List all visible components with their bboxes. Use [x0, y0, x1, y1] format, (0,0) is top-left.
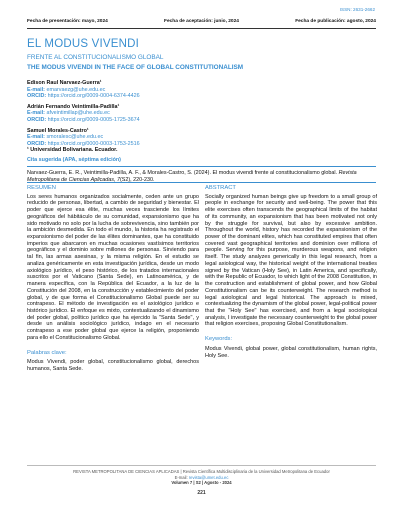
author-2	[27, 104, 203, 124]
citation-label: Cita sugerida (APA, séptima edición)	[27, 157, 121, 163]
author-1	[27, 80, 203, 100]
author-orcid-link[interactable]: https://orcid.org/0000-0003-1753-2516	[47, 140, 140, 147]
abstract-column	[205, 185, 377, 359]
author-name: Edison Raul Narvaez-Guerra¹	[27, 80, 102, 86]
keywords-es-heading: Palabras clave:	[27, 349, 67, 356]
keywords-en: Modus Vivendi, global power, global constitutionalism, human rights, Holy See.	[205, 345, 377, 359]
issn-label: ISSN: 2631-2662	[339, 7, 375, 12]
author-orcid-link[interactable]: https://orcid.org/0009-0004-6374-4426	[47, 93, 140, 100]
abstract-heading: ABSTRACT	[205, 185, 236, 191]
citation-journal: Revista Metropolitana de Ciencias Aplicadas, 7	[27, 170, 357, 183]
keywords-es: Modus Vivendi, poder global, constitucionalismo global, derechos humanos, Santa Sede.	[27, 359, 199, 372]
footer-divider	[27, 465, 376, 466]
author-name: Samuel Morales-Castro¹	[27, 127, 89, 134]
email-label: E-mail:	[27, 86, 45, 93]
orcid-label: ORCID:	[27, 116, 47, 123]
footer-journal: REVISTA METROPOLITANA DE CIENCIAS APLICADAS | Revista Científica Multidisciplinaria de la Universidad Metropolitana de Ecuador	[73, 469, 330, 474]
citation-divider-top	[27, 166, 376, 167]
footer-email-link[interactable]: revista@umet.edu.ec	[188, 474, 229, 480]
footer-email-label: E-mail:	[174, 474, 188, 480]
citation-authors: Narvaez-Guerra, E. R., Veintimilla-Padilla, A. F., & Morales-Castro, S. (2024). El modus vivendi frente al constitucionalismo global.	[27, 170, 338, 176]
article-title-en: THE MODUS VIVENDI IN THE FACE OF GLOBAL CONSTITUTIONALISM	[27, 64, 244, 71]
abstract-body: Socially organized human beings give up freedom to a small group of people in exchange for security and well-being. The power that this elite exercises often transcends the geographical limits of the habitat of its community, an expansionism that has been motivated not only by the struggle for survival, but also by excessive ambition. Throughout the world, history has recorded the expansionism of the power of the dominant elites, which has constituted empires that often covered vast geographical territories and dominion over millions of people. Serving for this purpose, murderous weapons, and religion itself. The study analyzes generically in this legal research, from a legal axiological way, the historical weight of the international treaties signed by the Vatican (Holy See), in Latin America, and specifically, with the Republic of Ecuador, to which light of the 2008 Constitution, in the construction and establishment of global power, and how Global Constitutionalism can be its counterweight. The research method is legal axiological and legal historical. The approach is mixed, contextualizing the dynamism of the global power, legal-political power that the "Holy See" has exercised, and from a legal sociological analysis, I investigate the necessary counterweight to the global power that religion exercises, proposing Global Constitutionalism.	[205, 193, 377, 328]
author-email-link[interactable]: emarvaezg@uhe.edu.ec	[46, 86, 106, 93]
resumen-body: Los seres humanos organizados socialmente, ceden ante un grupo reducido de personas, libertad, a cambio de seguridad y bienestar. El poder que ejerce esa élite, muchas veces trasciende los límites geográficos del hábitáculo de su comunidad, expansionismo que ha sido motivado no solo por la lucha de sobrevivencia, sino también por la ambición desmedida. En todo el mundo, la historia ha registrado el expansionismo del poder de las élites dominantes, que ha constituido imperios que abarcaron en muchas ocasiones vastísimos territorios geográficos y el dominio sobre millones de personas. Sirviendo para tal fin, las armas asesinas, y la misma religión. En el estudio se analiza genéricamente en esta investigación jurídica, desde un modo axiológico jurídico, el peso histórico, de los tratados internacionales suscritos por el Vaticano (Santa Sede), en Latinoamérica, y de manera específica, con la República del Ecuador, a la luz de la Constitución del 2008, en la construcción y establecimiento del poder global, y de que forma el Constitucionalismo Global puede ser su contrapeso. El método de investigación es el axiológico jurídico e histórico jurídico. El enfoque es mixto, contextualizando el dinamismo del poder global, político jurídico que ha ejercido la "Santa Sede", y desde un análisis sociológico jurídico, indago en el necesario contrapeso a ese poder global que ejerce la religión, proponiendo para ello el Constitucionalismo Global.	[27, 193, 199, 341]
email-label: E-mail:	[27, 110, 45, 117]
date-row	[27, 19, 376, 24]
author-name: Adrián Fernando Veintimilla-Padilla¹	[27, 103, 120, 110]
article-subtitle-es: FRENTE AL CONSTITUCIONALISMO GLOBAL	[27, 54, 164, 61]
keywords-en-heading: Keywords:	[205, 336, 233, 343]
orcid-label: ORCID:	[27, 140, 47, 147]
citation-pages: (S2), 220-230.	[120, 176, 155, 183]
author-orcid-link[interactable]: https://orcid.org/0009-0005-1725-3674	[47, 116, 140, 123]
footer	[27, 469, 376, 486]
author-block	[27, 80, 203, 154]
page-number: 221	[197, 490, 206, 496]
resumen-column	[27, 185, 199, 373]
affiliation: ¹ Universidad Bolivariana. Ecuador.	[27, 147, 118, 154]
author-email-link[interactable]: smoralesc@uhe.edu.ec	[46, 134, 104, 141]
submission-date: Fecha de presentación: mayo, 2024	[27, 19, 108, 24]
author-email-link[interactable]: afveintimillap@uhe.edu.ec	[46, 110, 110, 117]
footer-volume: Volumen 7 | S2 | Agosto - 2024	[171, 480, 232, 486]
orcid-label: ORCID:	[27, 93, 47, 100]
article-title-es: EL MODUS VIVENDI	[27, 38, 140, 50]
citation-divider-bottom	[27, 182, 376, 183]
resumen-heading: RESUMEN	[27, 185, 56, 191]
author-3	[27, 128, 203, 148]
email-label: E-mail:	[27, 134, 45, 141]
acceptance-date: Fecha de aceptación: junio, 2024	[164, 19, 239, 24]
publication-date: Fecha de publicación: agosto, 2024	[295, 19, 376, 24]
header-divider	[27, 28, 376, 29]
